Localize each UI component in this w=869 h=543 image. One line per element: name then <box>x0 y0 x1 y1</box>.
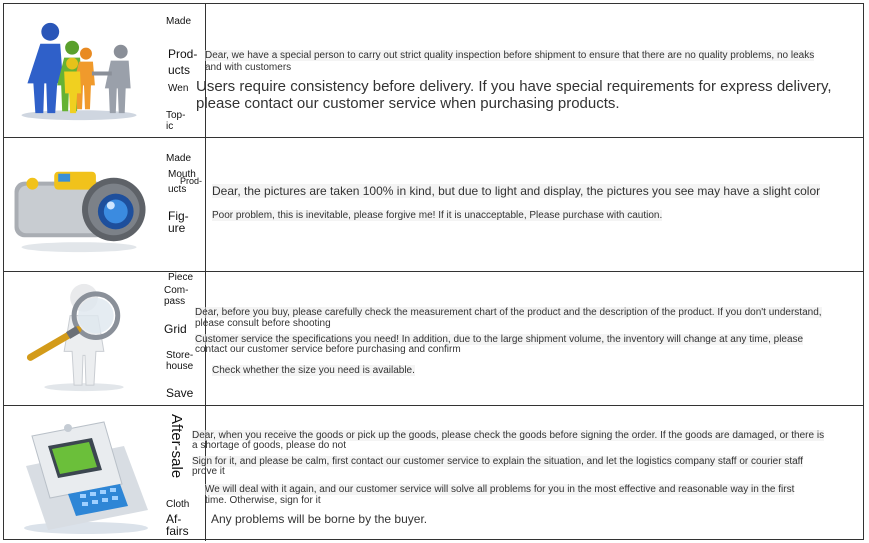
description-line: a shortage of goods, please do not <box>192 440 347 451</box>
label-line: Af- <box>166 512 182 526</box>
description-line: Dear, before you buy, please carefully check the measurement chart of the product and the description of the product. If you don't understand, <box>195 307 822 318</box>
label-line: ure <box>168 221 186 235</box>
description-line: please consult before shooting <box>195 318 331 329</box>
description-line: Sign for it, and please be calm, first contact our customer service to explain the situation, and let the logistics company staff or courier staff <box>192 456 804 467</box>
label-line: ic <box>166 121 174 132</box>
label-line: Made <box>166 16 192 27</box>
label-line: Prod- <box>168 47 198 61</box>
label-line: Piece <box>168 272 194 283</box>
row-picture-color <box>4 138 863 272</box>
label-line: pass <box>164 296 186 307</box>
label-line: Made <box>166 153 192 164</box>
label-line: Wen <box>168 83 189 94</box>
label-line: Com- <box>164 285 189 296</box>
label-line: Grid <box>164 322 187 336</box>
description-line: contact our customer service before purchasing and confirm <box>195 344 461 355</box>
description-line: Any problems will be borne by the buyer. <box>211 512 428 526</box>
label-vertical: After-sale <box>168 414 185 479</box>
label-line: fairs <box>166 524 189 538</box>
row-size-check <box>4 272 863 406</box>
description-line: Dear, when you receive the goods or pick up the goods, please check the goods before signing the order. If the goods are damaged, or there is <box>192 430 825 441</box>
description-line: prove it <box>192 466 225 477</box>
label-line: ucts <box>168 63 191 77</box>
column-divider <box>205 138 206 271</box>
label-line: Cloth <box>166 499 190 510</box>
description-line: please contact our customer service when purchasing products. <box>196 95 620 112</box>
label-line: Prod- <box>180 176 203 186</box>
label-line: Top- <box>166 110 186 121</box>
row-after-sale <box>4 406 863 541</box>
business-people-icon <box>4 4 164 137</box>
label-line: Store- <box>166 350 194 361</box>
label-line: house <box>166 361 194 372</box>
camera-icon <box>4 138 164 271</box>
label-line: Mouth <box>168 169 196 180</box>
description-line: and with customers <box>205 62 292 73</box>
row-quality-inspection <box>4 4 863 138</box>
description-line: We will deal with it again, and our customer service will solve all problems for you in the most effective and reasonable way in the first <box>205 484 795 495</box>
description-line: time. Otherwise, sign for it <box>205 495 321 506</box>
magnifier-person-icon <box>4 272 164 405</box>
description-line: Dear, the pictures are taken 100% in kind, but due to light and display, the pictures you see may have a slight color <box>212 184 821 198</box>
pos-terminal-icon <box>4 406 164 541</box>
label-line: Save <box>166 386 194 400</box>
description-line: Customer service the specifications you need! In addition, due to the large shipment volume, the inventory will change at any time, please <box>195 334 804 345</box>
description-line: Users require consistency before delivery. If you have special requirements for express delivery, <box>196 78 832 95</box>
description-line: Dear, we have a special person to carry out strict quality inspection before shipment to ensure that there are no quality problems, no leaks <box>205 50 815 61</box>
service-info-table <box>3 3 864 540</box>
description-line: Poor problem, this is inevitable, please forgive me! If it is unacceptable, Please purchase with caution. <box>212 210 663 221</box>
label-line: Fig- <box>168 209 189 223</box>
label-line: ucts <box>168 184 187 195</box>
description-line: Check whether the size you need is available. <box>212 365 415 376</box>
